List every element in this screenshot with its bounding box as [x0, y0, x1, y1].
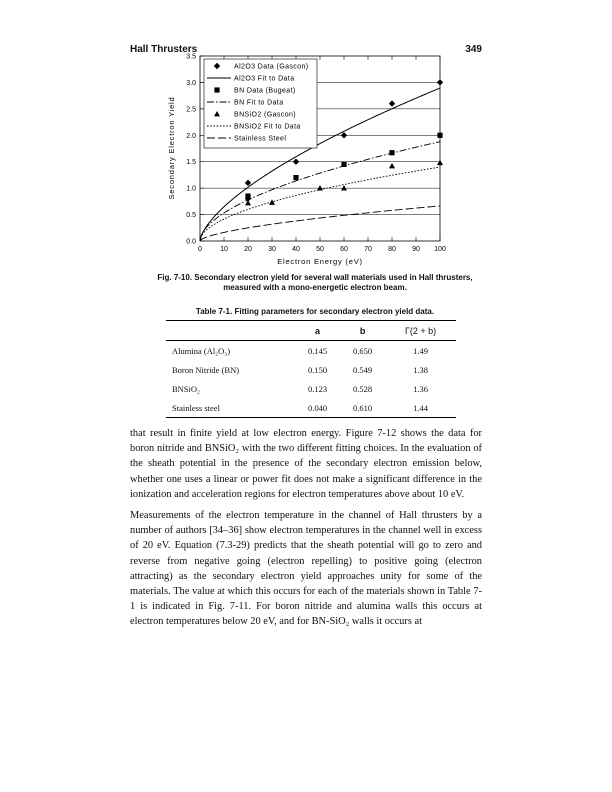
legend-label: Al2O3 Data (Gascon): [234, 63, 309, 71]
table-row: [166, 379, 456, 398]
x-tick-label: 30: [268, 246, 276, 253]
material-cell: Alumina (Al₂O₃): [172, 345, 231, 356]
x-tick-label: 60: [340, 246, 348, 253]
y-tick-label: 2.0: [186, 132, 196, 140]
material-cell: Stainless steel: [166, 398, 295, 418]
data-point-square: [293, 175, 298, 180]
x-tick-label: 20: [244, 246, 252, 253]
x-tick-label: 100: [434, 246, 446, 253]
data-point-triangle: [317, 185, 323, 190]
data-point-square: [341, 162, 346, 167]
a-cell: 0.150: [307, 364, 328, 375]
data-point-triangle: [389, 163, 395, 168]
y-tick-label: 1.0: [186, 185, 196, 193]
body-paragraph: that result in finite yield at low electron energy. Figure 7-12 shows the data for boron nitride and BNSiO₂ with the two different fitting choices. In the evaluation of the sheath potential in the presence of the secondary electron emission below, whether one uses a linear or power fit does not make a significant difference in the ionization and acceleration regions for electron temperatures above about 10 eV.: [130, 428, 482, 500]
x-tick-label: 0: [198, 246, 202, 253]
chart-legend: [204, 59, 317, 148]
x-tick-label: 90: [412, 246, 420, 253]
material-cell: BNSiO₂: [172, 383, 200, 394]
y-tick-label: 3.0: [186, 79, 196, 87]
column-header-b: b: [340, 321, 385, 341]
b-cell: 0.528: [353, 383, 373, 394]
x-axis-label: Electron Energy (eV): [277, 257, 363, 266]
x-tick-label: 10: [220, 246, 228, 253]
a-cell: 0.145: [307, 345, 328, 356]
a-cell: 0.040: [295, 398, 340, 418]
y-tick-label: 3.5: [186, 53, 196, 61]
table-caption: Table 7-1. Fitting parameters for secondary electron yield data.: [195, 307, 435, 316]
data-point-diamond: [389, 100, 395, 106]
data-point-diamond: [293, 159, 299, 165]
data-point-triangle: [269, 199, 275, 204]
y-tick-label: 1.5: [186, 159, 196, 167]
gamma-cell: 1.49: [413, 345, 428, 356]
b-cell: 0.650: [353, 345, 373, 356]
column-header-material: [166, 321, 295, 341]
table-row: [166, 398, 456, 418]
fitting-parameters-table: [166, 320, 456, 418]
legend-label: BN Data (Bugeat): [234, 87, 296, 95]
table-row: [166, 360, 456, 379]
figure-caption: Fig. 7-10. Secondary electron yield for several wall materials used in Hall thrusters, measured with a mono-energetic electron beam.: [157, 273, 473, 292]
body-paragraph: Measurements of the electron temperature in the channel of Hall thrusters by a number of authors [34–36] show electron temperatures in the channel well in excess of 20 eV. Equation (7.3-29) predicts that the sheath potential will go to zero and reverse from negative going (electron repelling) to positive going (electron attracting) as the secondary electron yield approaches unity for some of the materials. The value at which this occurs for each of the materials shown in Table 7-1 is indicated in Fig. 7-11. For boron nitride and alumina walls this occurs at electron temperatures below 20 eV, and for BN-SiO₂ walls it occurs at: [130, 510, 482, 628]
gamma-cell: 1.36: [413, 383, 428, 394]
table-header-row: [166, 321, 456, 341]
legend-label: BNSiO2 (Gascon): [234, 111, 297, 119]
data-point-triangle: [341, 185, 347, 190]
a-cell: 0.123: [307, 383, 328, 394]
y-tick-label: 2.5: [186, 106, 196, 114]
fit-curve: [200, 206, 440, 241]
data-point-square: [389, 150, 394, 155]
secondary-electron-yield-chart: [150, 50, 470, 272]
legend-label: BNSiO2 Fit to Data: [234, 123, 301, 131]
y-tick-label: 0.0: [186, 238, 196, 246]
material-cell: Boron Nitride (BN): [172, 364, 240, 375]
fit-curve: [200, 142, 440, 241]
legend-marker: [214, 87, 219, 92]
legend-label: Stainless Steel: [234, 135, 287, 143]
data-point-square: [245, 193, 250, 198]
column-header-a: a: [295, 321, 340, 341]
x-tick-label: 80: [388, 246, 396, 253]
y-tick-label: 0.5: [186, 212, 196, 220]
x-tick-label: 40: [292, 246, 300, 253]
page-number: 349: [465, 44, 482, 55]
x-tick-label: 70: [364, 246, 372, 253]
table-row: [166, 341, 456, 361]
b-cell: 0.610: [340, 398, 385, 418]
legend-label: Al2O3 Fit to Data: [234, 75, 295, 83]
x-tick-label: 50: [316, 246, 324, 253]
column-header-gamma: Γ(2 + b): [385, 321, 456, 341]
gamma-cell: 1.38: [413, 364, 428, 375]
gamma-cell: 1.44: [385, 398, 456, 418]
data-point-diamond: [341, 132, 347, 138]
running-header-title: Hall Thrusters: [130, 44, 198, 55]
legend-label: BN Fit to Data: [234, 99, 284, 107]
b-cell: 0.549: [353, 364, 373, 375]
y-axis-label: Secondary Electron Yield: [167, 96, 176, 200]
